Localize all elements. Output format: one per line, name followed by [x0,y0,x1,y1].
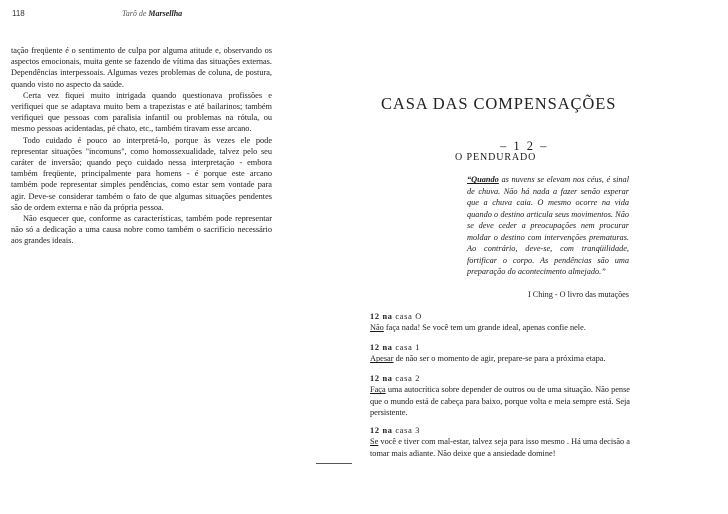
house-heading [370,425,630,436]
epigraph-quote [467,174,629,278]
quote-source: I Ching - O livro das mutações [528,290,629,299]
house-text [370,436,630,459]
left-paragraph: Não esquecer que, conforme as características, também pode representar não só a dedicação a uma causa nobre como também o sacrifício necessário aos grandes ideais. [11,214,272,246]
house-body: uma autocrítica sobre depender de outros ou de uma situação. Não pense que o mundo está de cabeça para baixo, porque volta e meia sempre está. Seja persistente. [370,385,630,418]
running-title-prefix: Tarô de [122,9,147,18]
house-heading-text: casa 1 [392,343,421,352]
house-heading [370,373,630,384]
house-text [370,353,630,364]
house-first-word: Faça [370,385,386,395]
house-heading-number: 12 na [370,374,393,383]
house-section [370,311,630,334]
house-heading-number: 12 na [370,426,393,435]
left-column-text [11,45,272,247]
left-paragraph: Certa vez fiquei muito intrigada quando questionava profissões e verifiquei que se adaptava muito bem a trapezistas e até bailarinos; também verifiquei que pessoas com paralisia infantil ou problemas na rótula, ou mesmo pessoas acidentadas, pé chato, etc., também tiravam esse arcano. [11,90,272,134]
house-heading-number: 12 na [370,312,393,321]
house-heading-text: casa O [392,312,422,321]
quote-body: as nuvens se elevam nos céus, é sinal de chuva. Não há nada a fazer senão esperar que a chuva caia. O mesmo ocorre na vida quando o destino articula seus movimentos. Não se deve ceder a preocupações nem procurar moldar o destino com intervenções prematuras. Ao contrário, deve-se, com tranqüilidade, fortificar o corpo. As pendências são uma preparação do acontecimento almejado.” [467,175,629,276]
quote-first-word: “Quando [467,175,499,184]
card-name: O PENDURADO [455,152,537,163]
house-section [370,373,630,419]
running-title [122,9,182,18]
footer-rule [316,463,352,464]
house-heading-text: casa 3 [392,426,421,435]
quote-text [467,174,629,278]
house-heading [370,342,630,353]
house-heading-number: 12 na [370,343,393,352]
page-number: 118 [12,9,25,18]
house-section [370,425,630,459]
left-paragraph: Todo cuidado é pouco ao interpretá-lo, porque às vezes ele pode representar situações "incomuns", como homossexualidade, talvez pelo seu caráter de inversão; quando peço cuidado nessa interpretação - embora também freqüente, principalmente para homens - é porque este arcano também pode representar simples pendências, como estar sem vontade para agir. Deve-se considerar também o fato de que algumas situações pendentes são de ordem externa e não da própria pessoa. [11,135,272,212]
house-text [370,322,630,333]
left-paragraph: tação freqüente é o sentimento de culpa por alguma atitude e, observando os aspectos emocionais, muita gente se fazendo de vítima das situações externas. Dependências interpessoais. Algumas vezes problemas de coluna, de postura, quando visto no aspecto da saúde. [11,46,272,89]
house-section [370,342,630,365]
house-first-word: Apesar [370,354,394,364]
house-body: faça nada! Se você tem um grande ideal, apenas confie nele. [383,323,586,333]
card-number: – 1 2 – [500,139,549,153]
house-body: você e tiver com mal-estar, talvez seja para isso mesmo . Há uma decisão a tomar mais adiante. Não deixe que a ansiedade domine! [370,437,630,458]
house-heading-text: casa 2 [392,374,421,383]
running-title-name: Marsellha [148,9,183,18]
house-first-word: Se [370,437,379,447]
house-text [370,384,630,418]
house-heading [370,311,630,322]
house-first-word: Não [370,323,384,333]
house-body: de não ser o momento de agir, prepare-se para a próxima etapa. [393,354,606,364]
chapter-title: CASA DAS COMPENSAÇÕES [381,94,617,113]
